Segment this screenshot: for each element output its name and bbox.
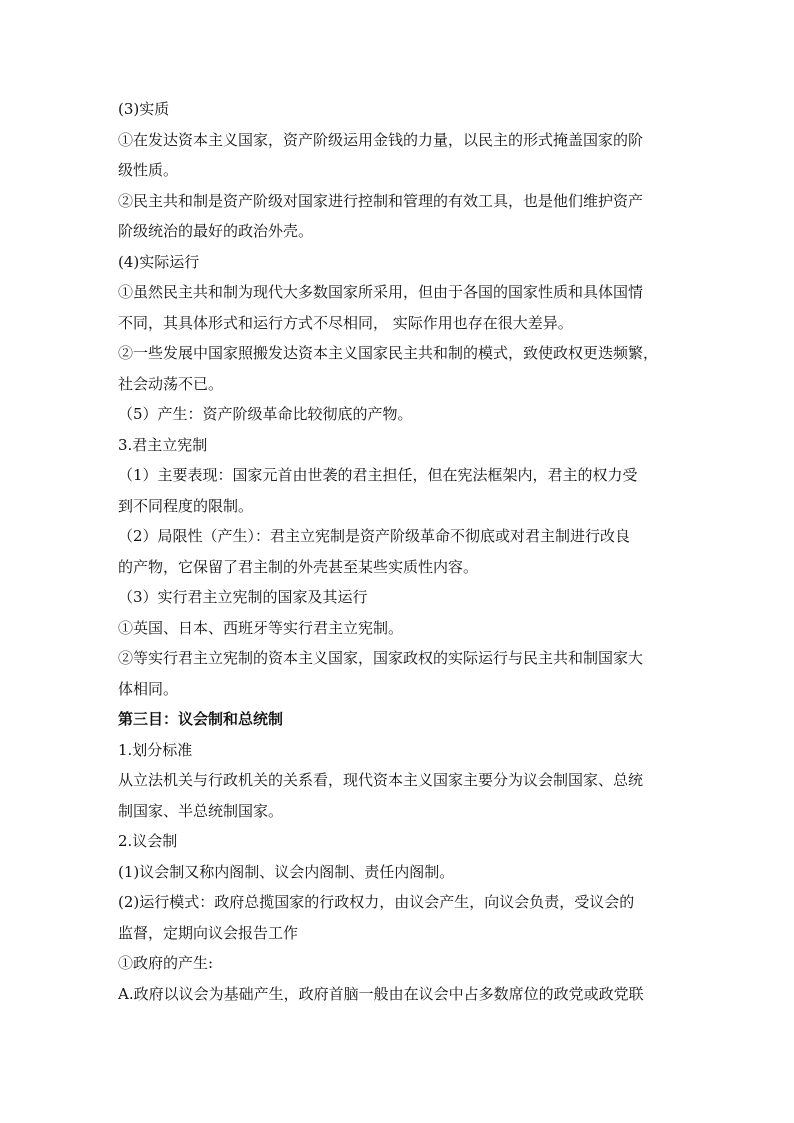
text-line: (3)实质 <box>118 100 170 118</box>
text-line: （2）局限性（产生）：君主立宪制是资产阶级革命不彻底或对君主制进行改良 <box>118 527 631 545</box>
text-line: 监督，定期向议会报告工作 <box>118 923 299 942</box>
text-line: 阶级统治的最好的政治外壳。 <box>118 222 314 240</box>
text-line: 1.划分标准 <box>118 740 193 759</box>
text-line: （1）主要表现：国家元首由世袭的君主担任，但在宪法框架内，君主的权力受 <box>118 466 638 484</box>
text-line: 级性质。 <box>118 161 179 179</box>
text-line: 从立法机关与行政机关的关系看，现代资本主义国家主要分为议会制国家、总统 <box>118 771 644 789</box>
document-body <box>118 94 681 1009</box>
text-line: 的产物，它保留了君主制的外壳甚至某些实质性内容。 <box>118 557 479 576</box>
text-line: 体相同。 <box>118 679 179 698</box>
text-line: 社会动荡不已。 <box>118 374 224 393</box>
text-line: ①在发达资本主义国家，资产阶级运用金钱的力量，以民主的形式掩盖国家的阶 <box>118 130 644 149</box>
text-line: （5）产生：资产阶级革命比较彻底的产物。 <box>118 405 413 423</box>
text-line: ②民主共和制是资产阶级对国家进行控制和管理的有效工具，也是他们维护资产 <box>118 191 644 210</box>
text-line: 3.君主立宪制 <box>118 435 208 454</box>
text-line: ①虽然民主共和制为现代大多数国家所采用，但由于各国的国家性质和具体国情 <box>118 283 644 301</box>
text-line: 不同，其具体形式和运行方式不尽相同， 实际作用也存在很大差异。 <box>118 313 573 332</box>
text-line: ①政府的产生: <box>118 954 214 972</box>
text-line: ①英国、日本、西班牙等实行君主立宪制。 <box>118 618 404 637</box>
text-line: 到不同程度的限制。 <box>118 496 254 515</box>
text-line: 制国家、半总统制国家。 <box>118 801 284 820</box>
text-line: ②等实行君主立宪制的资本主义国家，国家政权的实际运行与民主共和制国家大 <box>118 649 644 667</box>
section-heading: 第三目：议会制和总统制 <box>118 710 284 728</box>
text-line: （3）实行君主立宪制的国家及其运行 <box>118 588 368 606</box>
text-line: ②一些发展中国家照搬发达资本主义国家民主共和制的模式，致使政权更迭频繁， <box>118 344 659 362</box>
text-line: 2.议会制 <box>118 832 178 850</box>
text-line: (1)议会制又称内阁制、议会内阁制、责任内阁制。 <box>118 862 455 881</box>
text-line: A.政府以议会为基础产生，政府首脑一般由在议会中占多数席位的政党或政党联 <box>118 984 644 1003</box>
text-line: (4)实际运行 <box>118 252 200 271</box>
text-line: (2)运行模式：政府总揽国家的行政权力，由议会产生，向议会负责，受议会的 <box>118 893 635 911</box>
